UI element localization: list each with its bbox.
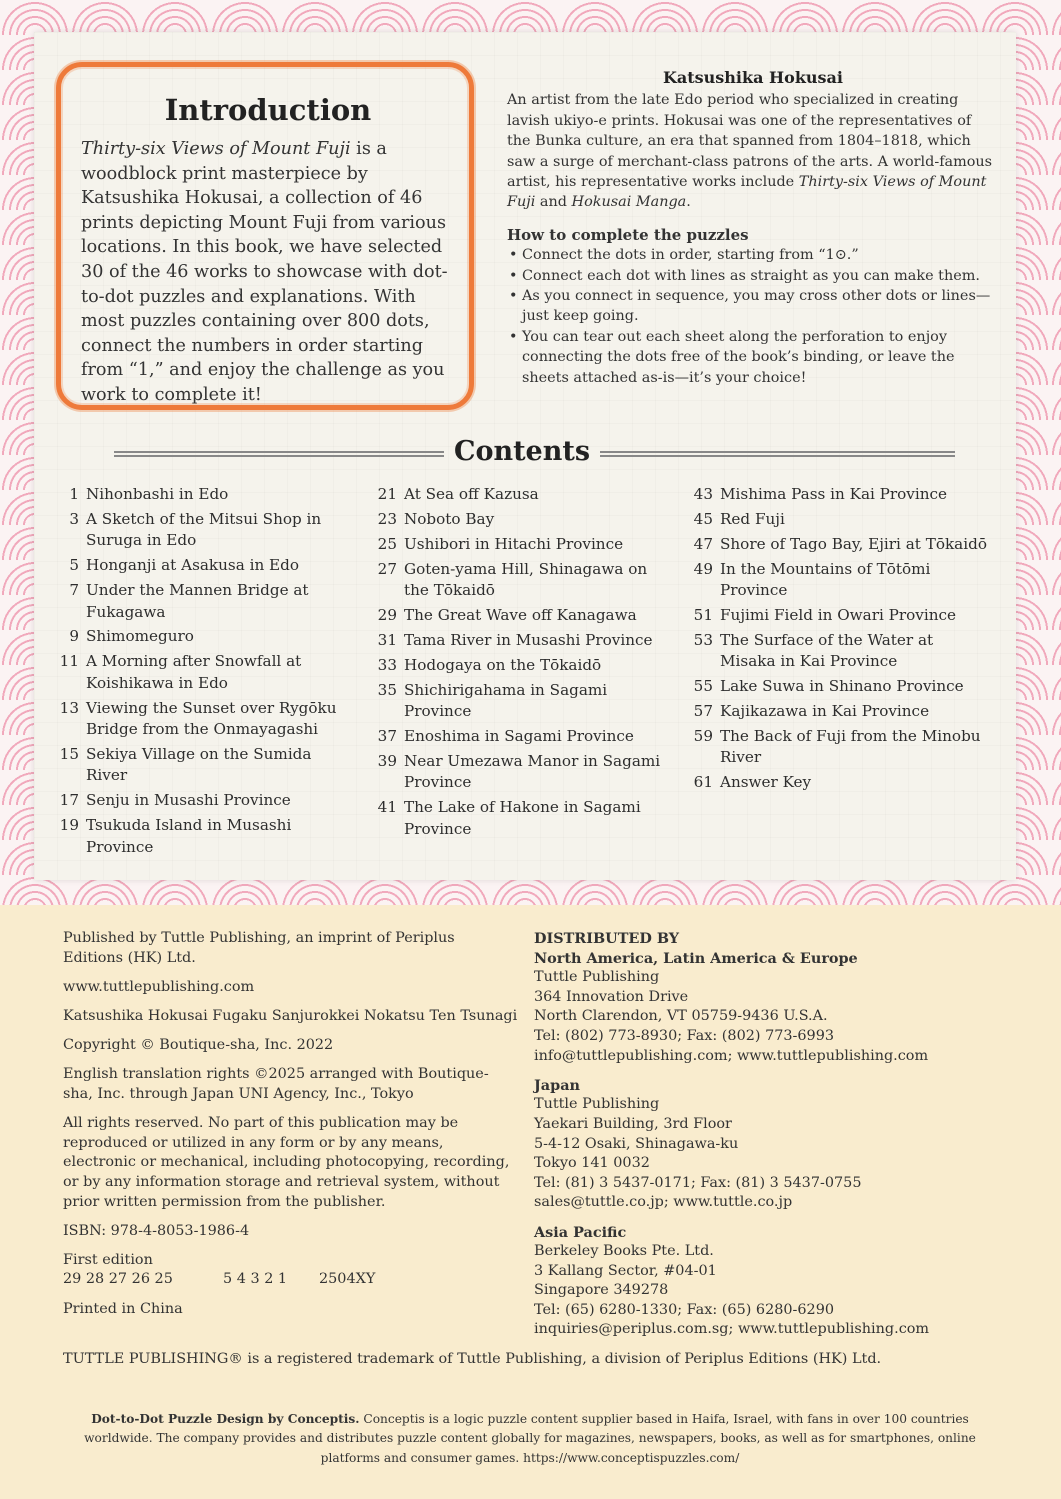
contents-page-number: 17 <box>59 791 79 810</box>
contents-entry <box>374 655 674 676</box>
contents-page-number: 45 <box>693 509 713 528</box>
contents-page-number: 1 <box>69 485 79 503</box>
contents-page-number: 13 <box>59 698 79 717</box>
contents-column-2 <box>374 484 674 844</box>
region-address-line: inquiries@periplus.com.sg; www.tuttlepublishing.com <box>534 1321 930 1338</box>
region-address-line: sales@tuttle.co.jp; www.tuttle.co.jp <box>534 1194 793 1211</box>
contents-entry-title: Under the Mannen Bridge at Fukagawa <box>86 581 309 621</box>
contents-page-number: 7 <box>69 581 79 600</box>
contents-entry <box>56 815 346 858</box>
region-address-line: Tokyo 141 0032 <box>534 1155 650 1172</box>
distribution-region <box>534 1223 1004 1341</box>
hokusai-work-1: Thirty-six Views of Mount Fuji <box>507 174 987 211</box>
region-address-line: 364 Innovation Drive <box>534 988 689 1005</box>
contents-entry <box>56 580 346 623</box>
contents-page-number: 19 <box>59 816 79 835</box>
contents-entry-title: Ushibori in Hitachi Province <box>404 534 624 553</box>
contents-entry <box>56 651 346 694</box>
rule-item: • As you connect in sequence, you may cross other dots or lines—just keep going. <box>507 286 999 327</box>
contents-entry-title: The Back of Fuji from the Minobu River <box>720 727 981 767</box>
contents-entry-title: Tama River in Musashi Province <box>404 630 653 649</box>
edition-years: 29 28 27 26 25 <box>63 1271 173 1288</box>
hokusai-column <box>507 68 999 388</box>
contents-entry <box>374 797 674 840</box>
contents-page-number: 3 <box>69 509 79 528</box>
contents-entry-title: Fujimi Field in Owari Province <box>720 606 957 625</box>
how-to-title: How to complete the puzzles <box>507 225 749 244</box>
hokusai-bio <box>507 90 999 212</box>
contents-entry-title: Sekiya Village on the Sumida River <box>86 744 312 785</box>
trademark-notice: TUTTLE PUBLISHING® is a registered trademark of Tuttle Publishing, a division of Periplus Editions (HK) Ltd. <box>63 1351 882 1367</box>
contents-entry <box>690 484 990 505</box>
introduction-box <box>56 62 474 410</box>
contents-page-number: 25 <box>377 534 397 553</box>
region-address-line: Tuttle Publishing <box>534 1096 660 1113</box>
contents-page-number: 9 <box>69 627 79 646</box>
contents-page-number: 31 <box>377 630 397 649</box>
contents-page-number: 39 <box>377 751 397 770</box>
contents-entry-title: Answer Key <box>720 773 812 792</box>
rule-item: • Connect the dots in order, starting from “1⊙.” <box>507 245 999 265</box>
introduction-body: is a woodblock print masterpiece by Katsushika Hokusai, a collection of 46 prints depicting Mount Fuji from various locations. In this book, we have selected 30 of the 46 works to showcase with dot-to-dot puzzles and explanations. With most puzzles containing over 800 dots, connect the numbers in order starting from “1,” and enjoy the challenge as you work to complete it! <box>81 139 448 405</box>
contents-entry <box>374 509 674 530</box>
contents-page-number: 43 <box>693 485 713 503</box>
contents-entry <box>56 626 346 647</box>
region-name: North America, Latin America & Europe <box>534 949 858 967</box>
edition-code: 2504XY <box>319 1271 376 1288</box>
contents-title: Contents <box>453 436 591 467</box>
contents-entry-title: Lake Suwa in Shinano Province <box>720 677 964 696</box>
region-address-line: North Clarendon, VT 05759-9436 U.S.A. <box>534 1008 828 1025</box>
contents-page-number: 5 <box>69 556 79 575</box>
region-name: Asia Pacific <box>534 1223 627 1241</box>
distribution-region <box>534 1076 1004 1213</box>
contents-entry-title: Honganji at Asakusa in Edo <box>86 556 300 575</box>
region-address-line: Yaekari Building, 3rd Floor <box>534 1115 732 1132</box>
region-address-line: 3 Kallang Sector, #04-01 <box>534 1262 717 1279</box>
contents-entry <box>690 726 990 769</box>
contents-entry-title: In the Mountains of Tōtōmi Province <box>720 559 931 600</box>
distribution-info <box>534 929 1004 1350</box>
contents-page-number: 47 <box>693 534 713 553</box>
region-address-line: info@tuttlepublishing.com; www.tuttlepublishing.com <box>534 1047 929 1064</box>
contents-page-number: 37 <box>377 727 397 746</box>
region-address-line: Tel: (81) 3 5437-0171; Fax: (81) 3 5437-0755 <box>534 1174 862 1191</box>
contents-page-number: 33 <box>377 655 397 674</box>
published-by: Published by Tuttle Publishing, an imprint of Periplus Editions (HK) Ltd. <box>63 930 455 966</box>
contents-rule-left <box>114 451 444 457</box>
hokusai-end: . <box>686 194 691 211</box>
contents-entry <box>56 744 346 787</box>
book-title: Thirty-six Views of Mount Fuji <box>81 139 351 159</box>
credit-lead: Dot-to-Dot Puzzle Design by Conceptis. <box>91 1412 360 1426</box>
contents-entry <box>374 680 674 723</box>
isbn: ISBN: 978-4-8053-1986-4 <box>63 1222 250 1239</box>
contents-page-number: 41 <box>377 798 397 817</box>
distribution-region <box>534 949 1004 1067</box>
puzzle-credit <box>62 1410 998 1468</box>
region-address-line: Tel: (802) 773-8930; Fax: (802) 773-6993 <box>534 1027 835 1044</box>
contents-entry <box>690 772 990 793</box>
contents-entry <box>690 630 990 673</box>
contents-entry <box>56 555 346 576</box>
contents-entry <box>690 559 990 602</box>
edition-line <box>63 1270 518 1290</box>
contents-entry-title: Near Umezawa Manor in Sagami Province <box>404 751 661 792</box>
rights-reserved: All rights reserved. No part of this publication may be reproduced or utilized in any form or by any means, electronic or mechanical, including photocopying, recording, or by any information storage and retrieval system, without prior written permission from the publisher. <box>63 1115 510 1210</box>
contents-page-number: 23 <box>377 509 397 528</box>
publisher-info <box>63 929 518 1329</box>
contents-entry-title: At Sea off Kazusa <box>404 485 539 503</box>
contents-entry <box>690 676 990 697</box>
contents-page-number: 59 <box>693 727 713 746</box>
region-address-line: Berkeley Books Pte. Ltd. <box>534 1243 714 1260</box>
introduction-text <box>81 137 455 408</box>
region-address-line: Tuttle Publishing <box>534 969 660 986</box>
contents-entry <box>690 701 990 722</box>
hokusai-work-2: Hokusai Manga <box>571 194 687 211</box>
edition-numbers: 5 4 3 2 1 <box>223 1271 288 1288</box>
rules-list <box>507 245 999 388</box>
region-address-line: 5-4-12 Osaki, Shinagawa-ku <box>534 1135 739 1152</box>
contents-entry-title: The Lake of Hakone in Sagami Province <box>404 798 641 838</box>
contents-page-number: 35 <box>377 680 397 699</box>
contents-entry-title: Senju in Musashi Province <box>86 791 291 810</box>
copyright-line: Copyright © Boutique-sha, Inc. 2022 <box>63 1037 334 1054</box>
contents-entry <box>374 726 674 747</box>
contents-page-number: 53 <box>693 630 713 649</box>
contents-entry <box>374 751 674 794</box>
hokusai-bio-text: An artist from the late Edo period who specialized in creating lavish ukiyo-e prints. Hokusai was one of the representatives of the Bunka culture, an era that spanned from 1804–1818, which saw a surge of merchant-class patrons of the arts. A world-famous artist, his representative works include <box>507 92 993 191</box>
distributed-by-heading: DISTRIBUTED BY <box>534 930 680 947</box>
contents-entry <box>56 790 346 811</box>
contents-entry <box>690 605 990 626</box>
contents-page-number: 61 <box>693 773 713 792</box>
contents-page-number: 29 <box>377 606 397 625</box>
contents-entry-title: The Great Wave off Kanagawa <box>404 606 637 625</box>
contents-entry-title: Shimomeguro <box>86 627 194 646</box>
contents-column-3 <box>690 484 990 797</box>
printed-in: Printed in China <box>63 1300 183 1317</box>
contents-entry <box>374 534 674 555</box>
contents-entry <box>374 484 674 505</box>
contents-column-1 <box>56 484 346 862</box>
contents-page-number: 49 <box>693 559 713 578</box>
contents-page-number: 15 <box>59 744 79 763</box>
translation-rights: English translation rights ©2025 arranged with Boutique-sha, Inc. through Japan UNI Agency, Inc., Tokyo <box>63 1066 489 1102</box>
contents-entry-title: Tsukuda Island in Musashi Province <box>86 816 292 856</box>
contents-entry-title: Nihonbashi in Edo <box>86 485 229 503</box>
hokusai-title: Katsushika Hokusai <box>662 68 843 87</box>
region-name: Japan <box>534 1076 580 1094</box>
hokusai-and: and <box>535 194 572 211</box>
contents-entry-title: Mishima Pass in Kai Province <box>720 485 948 503</box>
contents-entry-title: A Morning after Snowfall at Koishikawa in Edo <box>86 652 302 692</box>
contents-entry-title: A Sketch of the Mitsui Shop in Suruga in Edo <box>86 509 322 550</box>
region-address-line: Tel: (65) 6280-1330; Fax: (65) 6280-6290 <box>534 1301 835 1318</box>
contents-entry <box>690 509 990 530</box>
contents-entry <box>374 605 674 626</box>
contents-page-number: 57 <box>693 702 713 721</box>
contents-entry-title: Goten-yama Hill, Shinagawa on the Tōkaidō <box>404 559 648 600</box>
contents-entry-title: Shore of Tago Bay, Ejiri at Tōkaidō <box>720 534 987 553</box>
contents-entry-title: Shichirigahama in Sagami Province <box>404 680 608 721</box>
contents-entry-title: The Surface of the Water at Misaka in Kai Province <box>720 630 934 671</box>
contents-header <box>34 436 1016 472</box>
contents-page-number: 51 <box>693 606 713 625</box>
contents-entry-title: Viewing the Sunset over Rygōku Bridge from the Onmayagashi <box>86 698 337 739</box>
introduction-title: Introduction <box>164 93 372 127</box>
rule-item: • Connect each dot with lines as straight as you can make them. <box>507 266 999 286</box>
distribution-regions <box>534 949 1004 1340</box>
contents-entry-title: Red Fuji <box>720 509 785 528</box>
region-address-line: Singapore 349278 <box>534 1282 669 1299</box>
contents-entry <box>56 509 346 552</box>
contents-page-number: 27 <box>377 559 397 578</box>
contents-entry <box>56 484 346 505</box>
contents-entry-title: Noboto Bay <box>404 509 495 528</box>
original-title: Katsushika Hokusai Fugaku Sanjurokkei Nokatsu Ten Tsunagi <box>63 1007 518 1024</box>
contents-page-number: 55 <box>693 677 713 696</box>
paper-panel <box>34 32 1016 880</box>
contents-entry <box>690 534 990 555</box>
contents-entry-title: Enoshima in Sagami Province <box>404 727 634 746</box>
contents-entry-title: Kajikazawa in Kai Province <box>720 702 930 721</box>
publisher-url: www.tuttlepublishing.com <box>63 978 255 995</box>
contents-entry <box>56 698 346 741</box>
contents-page-number: 21 <box>377 485 397 503</box>
rule-item: • You can tear out each sheet along the perforation to enjoy connecting the dots free of the book’s binding, or leave the sheets attached as-is—it’s your choice! <box>507 327 999 388</box>
copyright-section <box>0 905 1061 1499</box>
first-edition: First edition <box>63 1251 153 1268</box>
contents-rule-right <box>600 451 955 457</box>
contents-entry <box>374 630 674 651</box>
credit-body: Conceptis is a logic puzzle content supplier based in Haifa, Israel, with fans in over 100 countries worldwide. The company provides and distributes puzzle content globally for magazines, newspapers, books, as well as for smartphones, online platforms and consumer games. https://www.conceptispuzzles.com/ <box>84 1412 976 1465</box>
contents-entry-title: Hodogaya on the Tōkaidō <box>404 655 602 674</box>
contents-entry <box>374 559 674 602</box>
contents-page-number: 11 <box>59 652 79 671</box>
